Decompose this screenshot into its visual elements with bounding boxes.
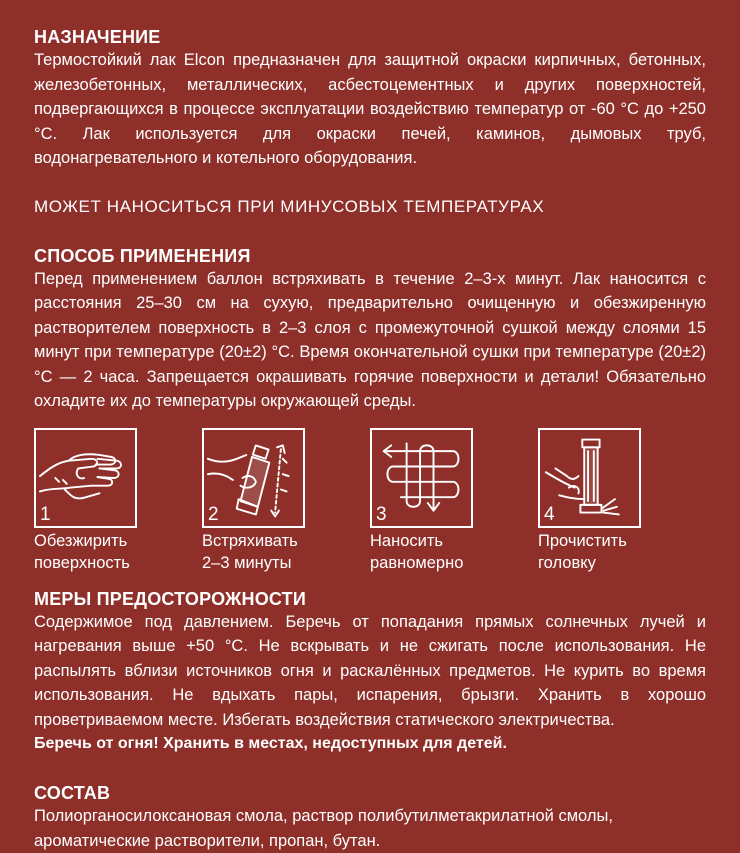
step-2-pictogram bbox=[202, 428, 305, 528]
composition-section bbox=[34, 782, 706, 853]
step-2 bbox=[202, 428, 370, 588]
step-4-caption-line1: Прочистить bbox=[538, 531, 627, 550]
precautions-section bbox=[34, 588, 706, 757]
step-4-pictogram bbox=[538, 428, 641, 528]
shake-can-icon bbox=[204, 430, 303, 526]
step-1-caption-line2: поверхность bbox=[34, 553, 130, 572]
step-2-caption-line1: Встряхивать bbox=[202, 531, 298, 550]
step-1-pictogram bbox=[34, 428, 137, 528]
step-1 bbox=[34, 428, 202, 588]
steps-row bbox=[34, 428, 706, 588]
step-2-caption-line2: 2–3 минуты bbox=[202, 553, 292, 572]
purpose-text: Термостойкий лак Elcon предназначен для защитной окраски кирпичных, бетонных, железобетонных, металлических, асбестоцементных и других поверхностей, подвергающихся в процессе эксплуатации воздействию температур от -60 °С до +250 °С. Лак используется для окраски печей, каминов, дымовых труб, водонагревательного и котельного оборудования. bbox=[34, 51, 706, 167]
purpose-section bbox=[34, 26, 706, 171]
spray-pattern-icon bbox=[372, 430, 471, 526]
low-temperature-notice: МОЖЕТ НАНОСИТЬСЯ ПРИ МИНУСОВЫХ ТЕМПЕРАТУРАХ bbox=[34, 196, 545, 216]
composition-text: Полиорганосилоксановая смола, раствор полибутилметакрилатной смолы, ароматические растворители, пропан, бутан. bbox=[34, 807, 613, 850]
step-4-number: 4 bbox=[544, 503, 555, 525]
precautions-heading: МЕРЫ ПРЕДОСТОРОЖНОСТИ bbox=[34, 588, 306, 609]
step-1-caption bbox=[34, 530, 202, 574]
precautions-warning: Беречь от огня! Хранить в местах, недоступных для детей. bbox=[34, 735, 507, 752]
composition-heading: СОСТАВ bbox=[34, 783, 111, 803]
step-2-caption bbox=[202, 530, 370, 574]
step-3-caption-line1: Наносить bbox=[370, 531, 444, 550]
step-3 bbox=[370, 428, 538, 588]
step-1-number: 1 bbox=[40, 503, 51, 525]
step-2-number: 2 bbox=[208, 503, 219, 525]
step-4 bbox=[538, 428, 706, 588]
step-3-number: 3 bbox=[376, 503, 387, 525]
hand-wipe-icon bbox=[36, 430, 135, 526]
step-3-caption-line2: равномерно bbox=[370, 553, 464, 572]
step-1-caption-line1: Обезжирить bbox=[34, 531, 128, 550]
purpose-heading: НАЗНАЧЕНИЕ bbox=[34, 27, 161, 47]
application-section bbox=[34, 245, 706, 588]
precautions-text: Содержимое под давлением. Беречь от попадания прямых солнечных лучей и нагревания выше +50 °С. Не вскрывать и не сжигать после использования. Не распылять вблизи источников огня и раскалённых предметов. Не курить во время использования. Не вдыхать пары, испарения, брызги. Хранить в хорошо проветриваемом месте. Избегать воздействия статического электричества. bbox=[34, 612, 706, 729]
step-4-caption-line2: головку bbox=[538, 553, 596, 572]
step-3-caption bbox=[370, 530, 538, 574]
step-3-pictogram bbox=[370, 428, 473, 528]
step-4-caption bbox=[538, 530, 706, 574]
application-heading: СПОСОБ ПРИМЕНЕНИЯ bbox=[34, 245, 251, 266]
application-text: Перед применением баллон встряхивать в течение 2–3-х минут. Лак наносится с расстояния 25–30 см на сухую, предварительно очищенную и обезжиренную растворителем поверхность в 2–3 слоя с промежуточной сушкой между слоями 15 минут при температуре (20±2) °С. Время окончательной сушки при температуре (20±2) °С — 2 часа. Запрещается окрашивать горячие поверхности и детали! Обязательно охладите их до температуры окружающей среды. bbox=[34, 269, 706, 410]
